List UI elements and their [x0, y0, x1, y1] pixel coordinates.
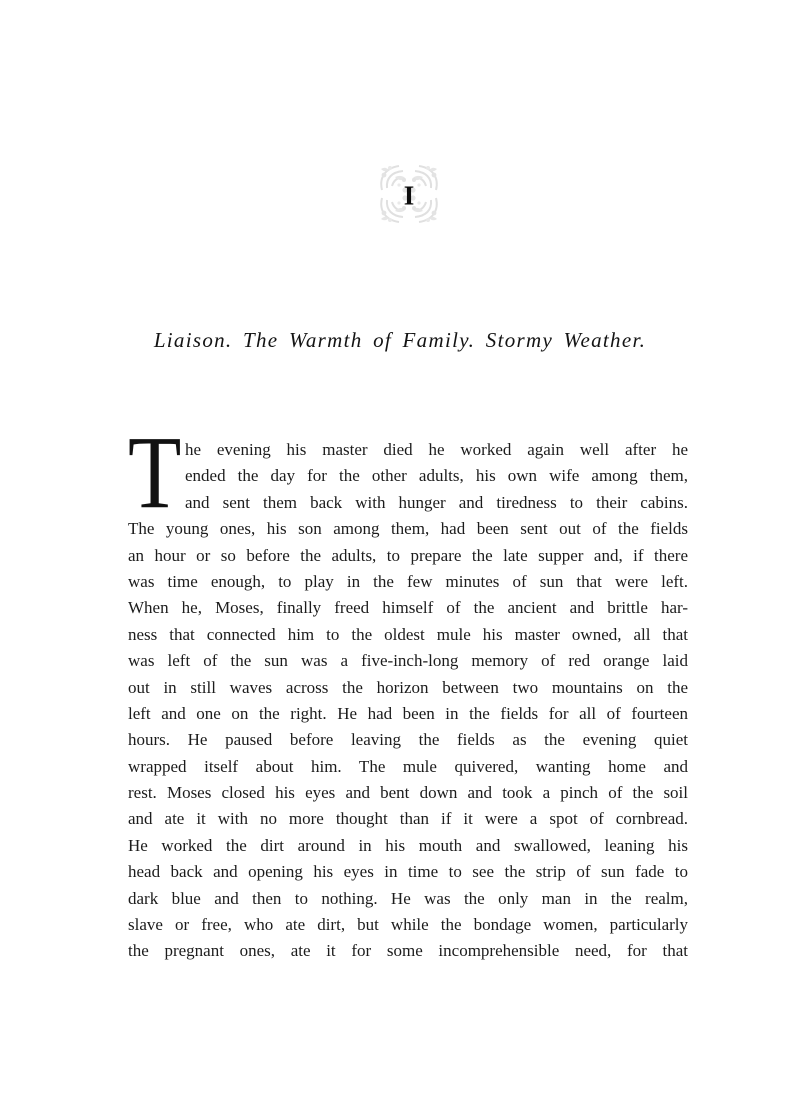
body-line: dark blue and then to nothing. He was the only man in the realm, [128, 888, 688, 908]
body-line: ended the day for the other adults, his own wife among them, [185, 466, 688, 486]
body-line: and sent them back with hunger and tiredness to their cabins. [185, 492, 688, 512]
chapter-ornament [378, 163, 440, 225]
body-line: was left of the sun was a five-inch-long memory of red orange laid [128, 651, 688, 671]
body-line: slave or free, who ate dirt, but while the bondage women, particularly [128, 915, 688, 935]
body-line: rest. Moses closed his eyes and bent down and took a pinch of the soil [128, 783, 688, 803]
body-line: head back and opening his eyes in time to see the strip of sun fade to [128, 862, 688, 882]
chapter-body [128, 415, 688, 965]
body-line: and ate it with no more thought than if it were a spot of cornbread. [128, 809, 688, 829]
body-line: was time enough, to play in the few minutes of sun that were left. [128, 571, 688, 591]
body-line: The young ones, his son among them, had been sent out of the fields [128, 519, 688, 539]
body-lines [128, 415, 688, 965]
body-line: He worked the dirt around in his mouth and swallowed, leaning his [128, 835, 688, 855]
body-line: he evening his master died he worked again well after he [185, 440, 688, 459]
body-line: an hour or so before the adults, to prepare the late supper and, if there [128, 545, 688, 565]
body-line: ness that connected him to the oldest mule his master owned, all that [128, 624, 688, 644]
chapter-number: I [403, 180, 415, 211]
body-line: wrapped itself about him. The mule quivered, wanting home and [128, 756, 688, 776]
body-line: hours. He paused before leaving the fields as the evening quiet [128, 730, 688, 750]
body-line: left and one on the right. He had been in the fields for all of fourteen [128, 703, 688, 723]
body-line: the pregnant ones, ate it for some incomprehensible need, for that [128, 941, 688, 961]
body-line: When he, Moses, finally freed himself of the ancient and brittle har- [128, 598, 688, 618]
body-line: out in still waves across the horizon between two mountains on the [128, 677, 688, 697]
chapter-title: Liaison. The Warmth of Family. Stormy Weather. [153, 328, 647, 352]
drop-cap: T [128, 415, 182, 530]
